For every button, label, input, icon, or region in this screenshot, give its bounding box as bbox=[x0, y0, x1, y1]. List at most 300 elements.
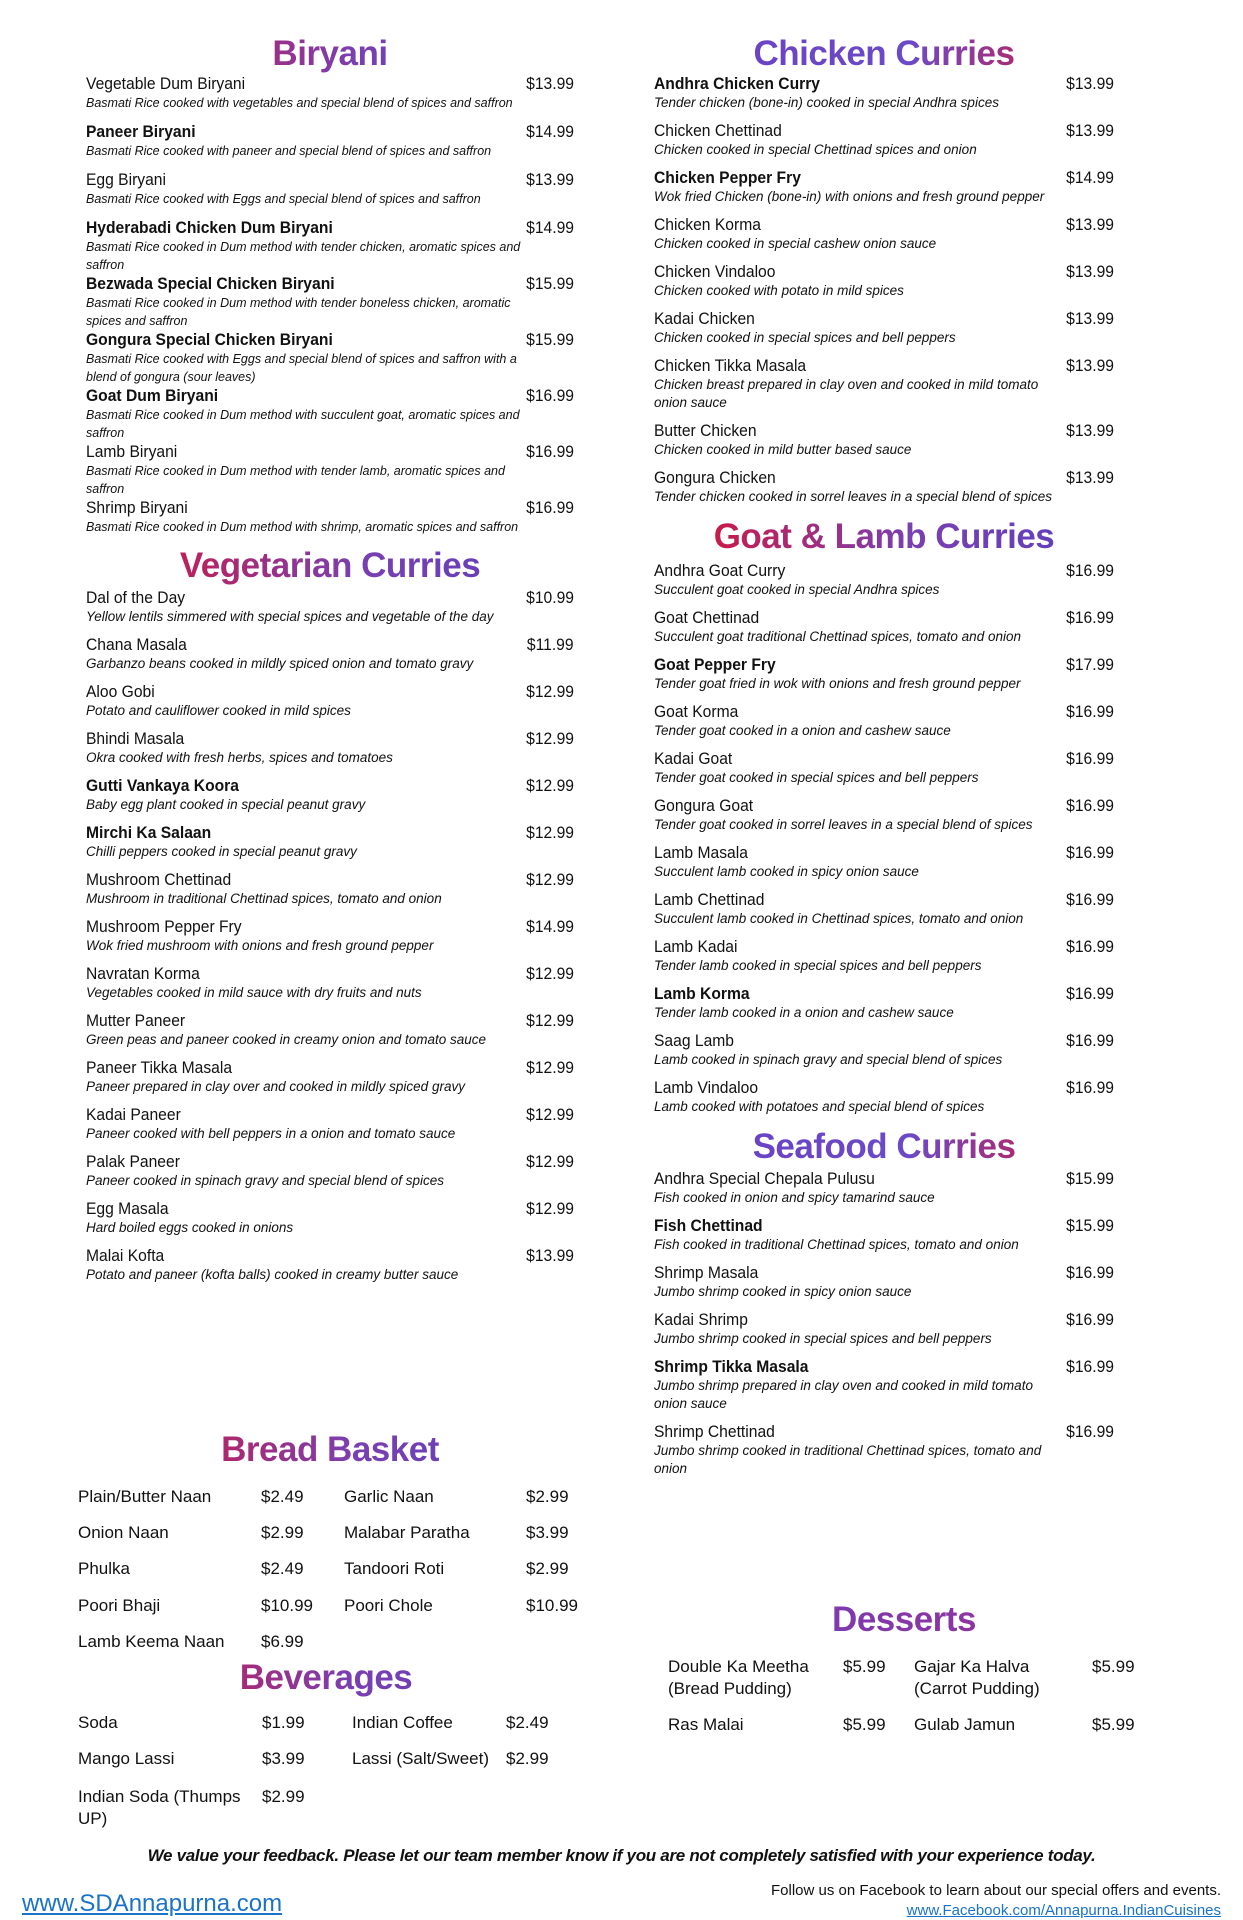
menu-item-name: Chicken Chettinad bbox=[654, 121, 782, 140]
menu-item-description: Potato and paneer (kofta balls) cooked in creamy butter sauce bbox=[86, 1267, 459, 1282]
menu-item-text bbox=[654, 1078, 1062, 1116]
menu-item-name: Bhindi Masala bbox=[86, 729, 185, 748]
bread-item-name: Poori Chole bbox=[344, 1596, 433, 1615]
desserts-grid bbox=[668, 1656, 1138, 1754]
menu-item bbox=[654, 984, 1114, 1022]
beverages-item-name: Soda bbox=[78, 1713, 118, 1732]
menu-item-name: Andhra Special Chepala Pulusu bbox=[654, 1169, 875, 1188]
menu-item bbox=[654, 468, 1114, 506]
bread-item-name: Plain/Butter Naan bbox=[78, 1487, 212, 1506]
menu-item-text bbox=[654, 121, 1062, 159]
menu-item-text bbox=[654, 74, 1062, 112]
menu-item bbox=[654, 843, 1114, 881]
menu-item-text bbox=[86, 1011, 522, 1049]
menu-item-name: Chicken Vindaloo bbox=[654, 262, 776, 281]
menu-item-price: $16.99 bbox=[1066, 1031, 1114, 1050]
menu-item-description: Basmati Rice cooked in Dum method with succulent goat, aromatic spices and saffron bbox=[86, 408, 520, 440]
menu-item-price: $17.99 bbox=[1066, 655, 1114, 674]
menu-item bbox=[654, 1078, 1114, 1116]
menu-item-text bbox=[654, 608, 1062, 646]
menu-item-text bbox=[86, 635, 522, 673]
menu-item-description: Paneer prepared in clay over and cooked in mildly spiced gravy bbox=[86, 1079, 465, 1094]
menu-item-text bbox=[654, 1310, 1062, 1348]
menu-item bbox=[86, 823, 574, 861]
menu-item-text bbox=[86, 1246, 522, 1284]
menu-item-price: $16.99 bbox=[526, 386, 574, 405]
menu-item-text bbox=[654, 1263, 1062, 1301]
menu-item-name: Goat Chettinad bbox=[654, 608, 760, 627]
beverages-item-price: $2.99 bbox=[262, 1787, 305, 1806]
menu-item-price: $16.99 bbox=[1066, 1310, 1114, 1329]
menu-item-description: Chicken cooked in special cashew onion sauce bbox=[654, 236, 937, 251]
menu-item-text bbox=[86, 274, 522, 330]
beverages-row bbox=[78, 1748, 578, 1786]
menu-item bbox=[654, 121, 1114, 159]
menu-item-description: Paneer cooked in spinach gravy and special blend of spices bbox=[86, 1173, 444, 1188]
menu-item-text bbox=[654, 168, 1062, 206]
menu-item-price: $13.99 bbox=[1066, 468, 1114, 487]
menu-item-description: Hard boiled eggs cooked in onions bbox=[86, 1220, 294, 1235]
menu-item-name: Shrimp Masala bbox=[654, 1263, 759, 1282]
menu-item-description: Yellow lentils simmered with special spices and vegetable of the day bbox=[86, 609, 494, 624]
menu-item-description: Green peas and paneer cooked in creamy onion and tomato sauce bbox=[86, 1032, 487, 1047]
menu-item-text bbox=[86, 170, 522, 208]
menu-item-name: Egg Masala bbox=[86, 1199, 169, 1218]
menu-item bbox=[86, 386, 574, 442]
menu-item-text bbox=[86, 386, 522, 442]
menu-item-text bbox=[654, 937, 1062, 975]
menu-item bbox=[654, 215, 1114, 253]
menu-item-name: Navratan Korma bbox=[86, 964, 200, 983]
menu-item-text bbox=[86, 442, 522, 498]
desserts-item-price: $5.99 bbox=[843, 1715, 886, 1734]
menu-item-description: Succulent lamb cooked in spicy onion sauce bbox=[654, 864, 919, 879]
menu-item-name: Shrimp Chettinad bbox=[654, 1422, 775, 1441]
menu-item bbox=[86, 274, 574, 330]
vegetarian-heading: Vegetarian Curries bbox=[86, 544, 574, 588]
menu-item bbox=[86, 218, 574, 274]
menu-item-description: Fish cooked in traditional Chettinad spices, tomato and onion bbox=[654, 1237, 1019, 1252]
menu-item-text bbox=[654, 796, 1062, 834]
menu-item-price: $13.99 bbox=[526, 170, 574, 189]
menu-item-name: Gongura Goat bbox=[654, 796, 754, 815]
menu-item-price: $11.99 bbox=[527, 635, 574, 654]
goat-lamb-list bbox=[654, 561, 1114, 1116]
menu-item-price: $16.99 bbox=[1066, 608, 1114, 627]
menu-item bbox=[86, 498, 574, 536]
menu-item-text bbox=[86, 588, 522, 626]
menu-item-price: $16.99 bbox=[1066, 843, 1114, 862]
menu-item bbox=[654, 309, 1114, 347]
menu-item-description: Jumbo shrimp cooked in spicy onion sauce bbox=[654, 1284, 912, 1299]
menu-item-description: Succulent goat cooked in special Andhra spices bbox=[654, 582, 940, 597]
menu-item-price: $13.99 bbox=[526, 74, 574, 93]
menu-item-text bbox=[654, 1357, 1062, 1413]
menu-item-name: Paneer Tikka Masala bbox=[86, 1058, 233, 1077]
menu-item-description: Chicken cooked in special Chettinad spices and onion bbox=[654, 142, 977, 157]
menu-item-description: Baby egg plant cooked in special peanut gravy bbox=[86, 797, 366, 812]
beverages-row bbox=[78, 1712, 578, 1748]
menu-item-name: Mushroom Pepper Fry bbox=[86, 917, 242, 936]
bread-row bbox=[78, 1486, 578, 1522]
menu-item-name: Andhra Goat Curry bbox=[654, 561, 786, 580]
menu-item-text bbox=[86, 823, 522, 861]
menu-item bbox=[86, 635, 574, 673]
bread-row bbox=[78, 1595, 578, 1631]
menu-item-price: $12.99 bbox=[526, 870, 574, 889]
menu-item bbox=[86, 330, 574, 386]
menu-item-price: $13.99 bbox=[526, 1246, 574, 1265]
menu-item bbox=[86, 170, 574, 208]
bread-item-price: $10.99 bbox=[526, 1596, 578, 1615]
menu-item-price: $12.99 bbox=[526, 1152, 574, 1171]
menu-item-name: Lamb Kadai bbox=[654, 937, 738, 956]
menu-item bbox=[86, 74, 574, 112]
menu-item-description: Chilli peppers cooked in special peanut gravy bbox=[86, 844, 357, 859]
menu-item-name: Gongura Chicken bbox=[654, 468, 776, 487]
seafood-list bbox=[654, 1169, 1114, 1478]
menu-item-price: $12.99 bbox=[526, 1199, 574, 1218]
menu-item-description: Jumbo shrimp cooked in special spices and bell peppers bbox=[654, 1331, 992, 1346]
beverages-item-price: $2.49 bbox=[506, 1713, 549, 1732]
menu-item-price: $12.99 bbox=[526, 1058, 574, 1077]
bread-item-name: Malabar Paratha bbox=[344, 1523, 470, 1542]
menu-item-name: Egg Biryani bbox=[86, 170, 166, 189]
beverages-item-name: Indian Coffee bbox=[352, 1713, 453, 1732]
menu-item-text bbox=[654, 843, 1062, 881]
menu-item-name: Saag Lamb bbox=[654, 1031, 734, 1050]
menu-item-name: Malai Kofta bbox=[86, 1246, 165, 1265]
menu-item bbox=[654, 1216, 1114, 1254]
menu-item-text bbox=[654, 421, 1062, 459]
menu-item-name: Fish Chettinad bbox=[654, 1216, 763, 1235]
bread-row bbox=[78, 1522, 578, 1558]
menu-item-name: Gongura Special Chicken Biryani bbox=[86, 330, 333, 349]
bread-item-name: Poori Bhaji bbox=[78, 1596, 161, 1615]
menu-item bbox=[86, 682, 574, 720]
menu-item-description: Tender chicken (bone-in) cooked in special Andhra spices bbox=[654, 95, 999, 110]
menu-item-price: $14.99 bbox=[1066, 168, 1114, 187]
menu-item-price: $16.99 bbox=[1066, 796, 1114, 815]
menu-item-text bbox=[86, 1105, 522, 1143]
menu-item-price: $16.99 bbox=[1066, 561, 1114, 580]
menu-item-price: $13.99 bbox=[1066, 309, 1114, 328]
website-link[interactable]: www.SDAnnapurna.com bbox=[22, 1890, 283, 1917]
menu-item-price: $14.99 bbox=[526, 122, 574, 141]
menu-item bbox=[86, 442, 574, 498]
right-column bbox=[654, 32, 1114, 1487]
menu-item bbox=[654, 1310, 1114, 1348]
menu-item bbox=[86, 729, 574, 767]
menu-item-price: $13.99 bbox=[1066, 262, 1114, 281]
menu-item-name: Butter Chicken bbox=[654, 421, 757, 440]
menu-item-price: $14.99 bbox=[526, 917, 574, 936]
menu-item-name: Palak Paneer bbox=[86, 1152, 180, 1171]
menu-item bbox=[86, 1152, 574, 1190]
menu-item-text bbox=[86, 122, 522, 160]
menu-item-text bbox=[86, 498, 522, 536]
menu-item-description: Tender lamb cooked in a onion and cashew sauce bbox=[654, 1005, 954, 1020]
menu-item bbox=[654, 421, 1114, 459]
menu-item-description: Lamb cooked with potatoes and special blend of spices bbox=[654, 1099, 985, 1114]
menu-item-description: Fish cooked in onion and spicy tamarind sauce bbox=[654, 1190, 935, 1205]
menu-item-name: Lamb Biryani bbox=[86, 442, 178, 461]
menu-item-price: $16.99 bbox=[1066, 890, 1114, 909]
menu-item-description: Basmati Rice cooked with Eggs and special blend of spices and saffron bbox=[86, 192, 481, 206]
menu-item-price: $16.99 bbox=[1066, 1078, 1114, 1097]
beverages-item-name: Indian Soda (Thumps UP) bbox=[78, 1787, 241, 1828]
left-column bbox=[86, 32, 574, 1293]
menu-item bbox=[654, 1422, 1114, 1478]
desserts-row bbox=[668, 1656, 1138, 1714]
menu-item-description: Okra cooked with fresh herbs, spices and tomatoes bbox=[86, 750, 393, 765]
menu-item bbox=[86, 122, 574, 160]
bread-row bbox=[78, 1558, 578, 1595]
menu-item-name: Gutti Vankaya Koora bbox=[86, 776, 239, 795]
menu-item-description: Chicken cooked in mild butter based sauce bbox=[654, 442, 912, 457]
bread-basket-grid bbox=[78, 1486, 578, 1665]
menu-item-name: Chicken Korma bbox=[654, 215, 761, 234]
menu-item-price: $16.99 bbox=[1066, 1357, 1114, 1376]
menu-item-price: $15.99 bbox=[1066, 1216, 1114, 1235]
menu-item-name: Goat Korma bbox=[654, 702, 739, 721]
menu-item bbox=[654, 1031, 1114, 1069]
menu-item-text bbox=[654, 215, 1062, 253]
menu-item-text bbox=[86, 776, 522, 814]
beverages-item-price: $3.99 bbox=[262, 1749, 305, 1768]
menu-item-name: Vegetable Dum Biryani bbox=[86, 74, 246, 93]
menu-item-name: Kadai Shrimp bbox=[654, 1310, 748, 1329]
menu-item-price: $12.99 bbox=[526, 1011, 574, 1030]
menu-item bbox=[86, 1199, 574, 1237]
menu-item-text bbox=[86, 1058, 522, 1096]
desserts-heading: Desserts bbox=[654, 1598, 1154, 1642]
goat-lamb-heading: Goat & Lamb Curries bbox=[654, 515, 1114, 561]
menu-item-name: Shrimp Biryani bbox=[86, 498, 188, 517]
desserts-item-price: $5.99 bbox=[1092, 1715, 1135, 1734]
menu-item-description: Basmati Rice cooked with Eggs and special blend of spices and saffron with a blend of gongura (sour leaves) bbox=[86, 352, 517, 384]
chicken-curries-list bbox=[654, 74, 1114, 506]
menu-item bbox=[86, 917, 574, 955]
beverages-grid bbox=[78, 1712, 578, 1836]
menu-item-name: Aloo Gobi bbox=[86, 682, 155, 701]
menu-item-text bbox=[86, 682, 522, 720]
menu-item-description: Tender goat cooked in a onion and cashew sauce bbox=[654, 723, 951, 738]
menu-item-description: Jumbo shrimp cooked in traditional Chettinad spices, tomato and onion bbox=[654, 1443, 1042, 1476]
menu-item-text bbox=[654, 262, 1062, 300]
beverages-row bbox=[78, 1786, 578, 1836]
menu-item-name: Mushroom Chettinad bbox=[86, 870, 232, 889]
menu-item-name: Goat Dum Biryani bbox=[86, 386, 219, 405]
vegetarian-list bbox=[86, 588, 574, 1284]
menu-item-text bbox=[86, 917, 522, 955]
menu-item-description: Wok fried Chicken (bone-in) with onions and fresh ground pepper bbox=[654, 189, 1045, 204]
menu-item-description: Vegetables cooked in mild sauce with dry fruits and nuts bbox=[86, 985, 422, 1000]
menu-item-name: Lamb Korma bbox=[654, 984, 750, 1003]
menu-item-price: $15.99 bbox=[526, 330, 574, 349]
menu-item-description: Chicken cooked with potato in mild spices bbox=[654, 283, 904, 298]
bread-item-name: Lamb Keema Naan bbox=[78, 1632, 225, 1651]
menu-item-text bbox=[654, 890, 1062, 928]
menu-item-price: $12.99 bbox=[526, 729, 574, 748]
menu-item-description: Succulent goat traditional Chettinad spices, tomato and onion bbox=[654, 629, 1021, 644]
menu-item-text bbox=[86, 74, 522, 112]
menu-item-description: Garbanzo beans cooked in mildly spiced onion and tomato gravy bbox=[86, 656, 474, 671]
menu-item-name: Paneer Biryani bbox=[86, 122, 196, 141]
desserts-item-name: Gulab Jamun bbox=[914, 1715, 1016, 1734]
menu-item-name: Lamb Vindaloo bbox=[654, 1078, 759, 1097]
menu-item-name: Mutter Paneer bbox=[86, 1011, 186, 1030]
feedback-message: We value your feedback. Please let our team member know if you are not completely satisfied with your experience today. bbox=[147, 1846, 1096, 1865]
menu-item-price: $12.99 bbox=[526, 1105, 574, 1124]
menu-item-name: Lamb Masala bbox=[654, 843, 748, 862]
menu-item-price: $12.99 bbox=[526, 776, 574, 795]
menu-item bbox=[654, 561, 1114, 599]
menu-item-text bbox=[86, 870, 522, 908]
menu-item-text bbox=[654, 984, 1062, 1022]
menu-item-price: $14.99 bbox=[526, 218, 574, 237]
menu-item-text bbox=[654, 468, 1062, 506]
menu-item-price: $16.99 bbox=[1066, 749, 1114, 768]
menu-item-name: Bezwada Special Chicken Biryani bbox=[86, 274, 335, 293]
menu-item-text bbox=[86, 729, 522, 767]
menu-item-price: $13.99 bbox=[1066, 215, 1114, 234]
menu-item-description: Basmati Rice cooked with paneer and special blend of spices and saffron bbox=[86, 144, 492, 158]
menu-item-name: Chana Masala bbox=[86, 635, 187, 654]
menu-item bbox=[86, 776, 574, 814]
menu-item-text bbox=[654, 1422, 1062, 1478]
menu-item-description: Jumbo shrimp prepared in clay oven and cooked in mild tomato onion sauce bbox=[654, 1378, 1033, 1411]
menu-item-description: Basmati Rice cooked in Dum method with shrimp, aromatic spices and saffron bbox=[86, 520, 519, 534]
menu-item-name: Kadai Goat bbox=[654, 749, 733, 768]
bread-item-price: $2.49 bbox=[261, 1559, 304, 1578]
menu-item-name: Shrimp Tikka Masala bbox=[654, 1357, 809, 1376]
menu-item bbox=[654, 1263, 1114, 1301]
bread-item-price: $3.99 bbox=[526, 1523, 569, 1542]
chicken-curries-heading: Chicken Curries bbox=[654, 32, 1114, 74]
menu-item-price: $13.99 bbox=[1066, 74, 1114, 93]
menu-item-description: Paneer cooked with bell peppers in a onion and tomato sauce bbox=[86, 1126, 456, 1141]
menu-item-price: $12.99 bbox=[526, 964, 574, 983]
bread-item-name: Phulka bbox=[78, 1559, 130, 1578]
beverages-item-price: $2.99 bbox=[506, 1749, 549, 1768]
menu-item-name: Dal of the Day bbox=[86, 588, 186, 607]
bread-basket-heading: Bread Basket bbox=[86, 1428, 574, 1472]
menu-item bbox=[654, 168, 1114, 206]
menu-item-description: Basmati Rice cooked with vegetables and special blend of spices and saffron bbox=[86, 96, 513, 110]
facebook-link[interactable]: www.Facebook.com/Annapurna.IndianCuisines bbox=[906, 1902, 1221, 1919]
menu-item-text bbox=[654, 356, 1062, 412]
menu-item-price: $12.99 bbox=[526, 823, 574, 842]
menu-item-name: Chicken Pepper Fry bbox=[654, 168, 801, 187]
menu-item-description: Chicken breast prepared in clay oven and cooked in mild tomato onion sauce bbox=[654, 377, 1039, 410]
menu-item-description: Tender chicken cooked in sorrel leaves in a special blend of spices bbox=[654, 489, 1052, 504]
menu-item bbox=[654, 937, 1114, 975]
bread-item-name: Tandoori Roti bbox=[344, 1559, 445, 1578]
menu-item-description: Chicken cooked in special spices and bell peppers bbox=[654, 330, 956, 345]
menu-item bbox=[86, 870, 574, 908]
beverages-item-name: Lassi (Salt/Sweet) bbox=[352, 1749, 489, 1768]
bread-item-price: $2.99 bbox=[261, 1523, 304, 1542]
menu-item bbox=[654, 1169, 1114, 1207]
desserts-item-name: Gajar Ka Halva (Carrot Pudding) bbox=[914, 1657, 1040, 1698]
menu-item-price: $15.99 bbox=[526, 274, 574, 293]
menu-item-text bbox=[654, 1031, 1062, 1069]
menu-item-description: Tender goat fried in wok with onions and fresh ground pepper bbox=[654, 676, 1021, 691]
desserts-item-name: Double Ka Meetha (Bread Pudding) bbox=[668, 1657, 809, 1698]
bread-item-price: $6.99 bbox=[261, 1632, 304, 1651]
bread-item-price: $2.49 bbox=[261, 1487, 304, 1506]
menu-item-price: $16.99 bbox=[1066, 702, 1114, 721]
menu-item bbox=[654, 608, 1114, 646]
beverages-item-price: $1.99 bbox=[262, 1713, 305, 1732]
menu-item-description: Basmati Rice cooked in Dum method with tender lamb, aromatic spices and saffron bbox=[86, 464, 505, 496]
menu-item-text bbox=[654, 1216, 1062, 1254]
menu-item bbox=[86, 588, 574, 626]
biryani-list bbox=[86, 74, 574, 536]
menu-item bbox=[86, 1105, 574, 1143]
menu-item bbox=[654, 262, 1114, 300]
menu-item bbox=[654, 1357, 1114, 1413]
menu-item bbox=[86, 1058, 574, 1096]
menu-item-description: Basmati Rice cooked in Dum method with tender boneless chicken, aromatic spices and saffron bbox=[86, 296, 511, 328]
menu-item bbox=[654, 890, 1114, 928]
menu-item bbox=[654, 655, 1114, 693]
menu-item-name: Mirchi Ka Salaan bbox=[86, 823, 212, 842]
desserts-row bbox=[668, 1714, 1138, 1754]
menu-item-name: Lamb Chettinad bbox=[654, 890, 765, 909]
menu-item bbox=[654, 356, 1114, 412]
menu-item bbox=[654, 74, 1114, 112]
desserts-item-name: Ras Malai bbox=[668, 1715, 744, 1734]
menu-item-text bbox=[654, 1169, 1062, 1207]
desserts-item-price: $5.99 bbox=[1092, 1657, 1135, 1676]
menu-item-text bbox=[86, 1152, 522, 1190]
menu-item-name: Hyderabadi Chicken Dum Biryani bbox=[86, 218, 333, 237]
menu-item-description: Tender goat cooked in sorrel leaves in a special blend of spices bbox=[654, 817, 1033, 832]
menu-item-text bbox=[86, 1199, 522, 1237]
bread-item-price: $2.99 bbox=[526, 1559, 569, 1578]
menu-item-name: Kadai Chicken bbox=[654, 309, 755, 328]
beverages-item-name: Mango Lassi bbox=[78, 1749, 175, 1768]
menu-item-description: Succulent lamb cooked in Chettinad spices, tomato and onion bbox=[654, 911, 1024, 926]
facebook-text: Follow us on Facebook to learn about our special offers and events. bbox=[771, 1882, 1221, 1899]
menu-item bbox=[86, 964, 574, 1002]
menu-item-price: $16.99 bbox=[1066, 1263, 1114, 1282]
menu-item-description: Tender lamb cooked in special spices and bell peppers bbox=[654, 958, 982, 973]
menu-item-price: $12.99 bbox=[526, 682, 574, 701]
menu-item-price: $16.99 bbox=[526, 498, 574, 517]
beverages-heading: Beverages bbox=[86, 1656, 566, 1700]
menu-item-name: Goat Pepper Fry bbox=[654, 655, 776, 674]
menu-item-description: Wok fried mushroom with onions and fresh ground pepper bbox=[86, 938, 434, 953]
menu-item bbox=[86, 1246, 574, 1284]
menu-item-description: Lamb cooked in spinach gravy and special blend of spices bbox=[654, 1052, 1003, 1067]
menu-item-price: $13.99 bbox=[1066, 421, 1114, 440]
menu-item-price: $16.99 bbox=[1066, 1422, 1114, 1441]
menu-item-text bbox=[654, 655, 1062, 693]
menu-item bbox=[654, 749, 1114, 787]
menu-item-text bbox=[654, 561, 1062, 599]
menu-item bbox=[654, 796, 1114, 834]
bread-item-name: Onion Naan bbox=[78, 1523, 169, 1542]
menu-item-description: Mushroom in traditional Chettinad spices, tomato and onion bbox=[86, 891, 442, 906]
menu-item-price: $10.99 bbox=[526, 588, 574, 607]
desserts-item-price: $5.99 bbox=[843, 1657, 886, 1676]
menu-item-text bbox=[654, 702, 1062, 740]
seafood-heading: Seafood Curries bbox=[654, 1125, 1114, 1169]
menu-item-price: $15.99 bbox=[1066, 1169, 1114, 1188]
